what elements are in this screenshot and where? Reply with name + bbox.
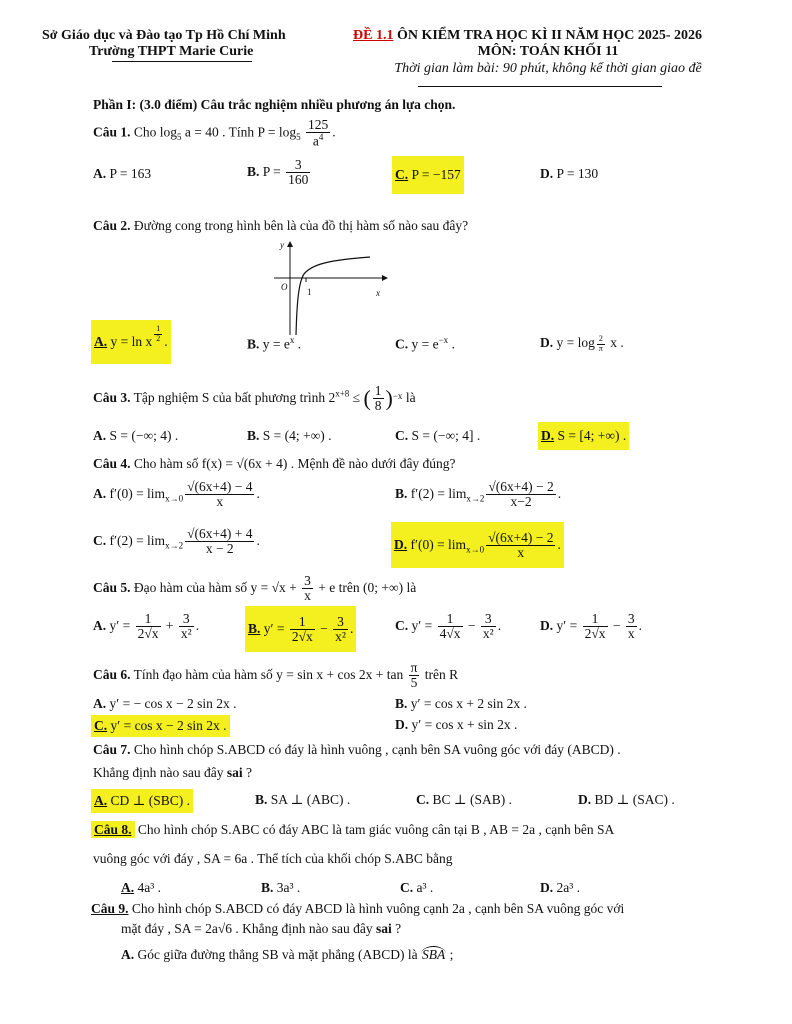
q3-b-value: S = (4; +∞) . [259,428,332,443]
q5-c-f2d: x² [482,626,494,642]
q8-stem-line2 [93,851,452,867]
q3-c-value: S = (−∞; 4] . [408,428,481,443]
q3-d-label: D. [541,428,555,443]
q8-option-a[interactable] [121,880,161,896]
q4-c-label: C. [93,532,107,548]
q3-option-b[interactable] [247,428,332,444]
q1-b-label: B. [247,163,260,179]
q7-c-value: BC ⊥ (SAB) . [429,792,512,807]
q5-a-f1d: 2√x [137,626,159,642]
q6-label: Câu 6. [93,666,131,682]
q4-c-den: x − 2 [205,541,234,557]
q7-b-value: SA ⊥ (ABC) . [267,792,351,807]
q4-d-num: √(6x+4) − 2 [488,530,554,546]
q9-text1: Cho hình chóp S.ABCD có đáy ABCD là hình vuông cạnh 2a , cạnh bên SA vuông góc với [128,901,625,916]
header-subject: MÔN: TOÁN KHỐI 11 [477,44,619,59]
q5-option-d[interactable]: D. y′ = $\frac{1}{2√x}$ − $\frac{3}{x}$ . [540,611,642,642]
q2-a-value: y = ln x [107,334,153,349]
q6-text1: Tính đạo hàm của hàm số y = sin x + cos 2x + tan [130,666,407,682]
q3-text3: là [402,389,416,405]
q4-d-den: x [517,545,525,561]
q8-d-label: D. [540,880,554,895]
q8-text1: Cho hình chóp S.ABC có đáy ABC là tam giác vuông cân tại B , AB = 2a , cạnh bên SA [134,822,615,837]
q6-b-value: y′ = cos x + 2 sin 2x . [407,696,527,711]
q4-option-d[interactable]: D. $f'(0) = \lim_{x\to 0}$ $\frac{√(6x+4) - 2}{x}$ . [391,522,564,568]
q5-label: Câu 5. [93,579,131,595]
q9-label: Câu 9. [91,901,129,916]
q2-graph [270,238,390,338]
q1-text1: Cho log [130,124,178,140]
q4-d-sub: x→0 [466,544,485,555]
q5-den: x [304,588,311,604]
q2-graph-y: y [280,240,284,250]
q5-b-f1n: 1 [290,615,315,630]
q4-c-lhs: f′(2) = lim [106,532,166,548]
q4-b-num: √(6x+4) − 2 [488,479,554,494]
header-time-underline [418,86,662,87]
header-time: Thời gian làm bài: 90 phút, không kể thời gian giao đề [394,61,702,76]
q6-option-c[interactable] [91,715,230,737]
q6-a-label: A. [93,696,107,711]
q5-a-f1n: 1 [136,612,161,627]
q1-option-d[interactable] [540,166,598,182]
q7-text2: Khẳng định nào sau đây [93,765,227,780]
q8-option-d[interactable] [540,880,580,896]
q8-stem-line1 [91,822,614,838]
q5-option-b[interactable]: B. y′ = $\frac{1}{2√x}$ − $\frac{3}{\text{x²}}$ . [245,606,356,652]
q2-label: Câu 2. [93,218,131,233]
q1-option-b[interactable] [247,158,312,187]
q4-a-label: A. [93,485,107,501]
q4-option-b[interactable]: B. $f'(2) = \lim_{x\to 2}$ $\frac{√(6x+4) - 2}{x-2}$ . [395,479,562,510]
q2-stem [93,218,468,234]
q2-d-base-den: π [598,343,603,353]
q3-a-label: A. [93,428,107,443]
q3-a-value: S = (−∞; 4) . [106,428,179,443]
q1-b-num: 3 [286,158,310,173]
q7-option-b[interactable] [255,792,350,808]
q5-b-f2d: x² [335,629,346,645]
q6-option-a[interactable] [93,696,237,712]
q2-d-label: D. [540,335,554,350]
q8-text2: vuông góc với đáy , SA = 6a . Thể tích của khối chóp S.ABC bằng [93,851,453,866]
header-dept: Sở Giáo dục và Đào tạo Tp Hồ Chí Minh [42,28,286,43]
q3-c-label: C. [395,428,409,443]
q7-option-a[interactable] [91,789,193,813]
q8-a-label: A. [121,880,135,895]
q5-b-op: − [316,621,332,636]
q4-option-a[interactable]: A. $f'(0) = \lim_{x\to 0}$ $\frac{√(6x+4) - 4}{x}$ . [93,479,260,510]
q1-den: a [312,133,319,149]
q8-c-value: a³ . [413,880,434,895]
q4-a-sub: x→0 [165,493,184,504]
q4-stem [93,456,456,472]
q9-a-angle: SBA [421,947,446,962]
q5-b-f1d: 2√x [291,629,313,645]
q5-c-op: − [464,617,479,633]
q2-text: Đường cong trong hình bên là của đồ thị hàm số nào sau đây? [130,218,469,233]
q3-num: 1 [374,383,382,398]
q7-option-d[interactable] [578,792,675,808]
q6-stem [93,661,458,690]
q5-c-f1d: 4√x [439,626,461,642]
header-title-line [353,28,702,44]
q2-d-base-num: 2 [597,335,605,344]
q3-stem: Câu 3. Tập nghiệm S của bất phương trình $2^{x+8}$ ≤ ( $\frac{1}{8}$ )$^{-x}$ là [93,383,416,414]
q2-option-b[interactable]: B. $y = e^x$ . [247,335,302,352]
q6-option-d[interactable] [395,717,517,733]
q2-b-label: B. [247,336,260,352]
q1-c-label: C. [395,167,409,182]
q2-option-d[interactable] [540,335,624,353]
q9-a-tail: ; [446,947,454,962]
q5-text2: + e trên (0; +∞) là [314,579,417,595]
q4-label: Câu 4. [93,456,131,471]
q1-text2: a = 40 . Tính P = log [181,124,297,140]
q9-text3: ? [391,921,402,936]
q4-b-sub: x→2 [466,493,485,504]
q3-b-label: B. [247,428,260,443]
q5-stem [93,574,416,603]
q2-c-label: C. [395,336,409,352]
exam-code: ĐỀ 1.1 [353,28,394,43]
exam-title: ÔN KIỂM TRA HỌC KÌ II NĂM HỌC 2025- 2026 [393,28,702,43]
q8-a-value: 4a³ . [134,880,162,895]
q9-stem-line1 [91,901,624,917]
q1-num: 125 [308,117,329,132]
q7-d-value: BD ⊥ (SAC) . [591,792,675,807]
q3-exp2: −x [392,390,403,401]
q1-a-label: A. [93,166,107,181]
q5-c-f1n: 1 [438,612,463,627]
q5-d-op: − [609,617,624,633]
q2-d-tail: x . [606,335,624,350]
q3-text1: Tập nghiệm S của bất phương trình 2 [130,389,336,405]
q5-d-f2n: 3 [627,611,635,626]
q5-c-value: y′ = [408,617,436,633]
q6-option-b[interactable] [395,696,527,712]
q8-b-value: 3a³ . [273,880,301,895]
q1-a-value: P = 163 [106,166,152,181]
q4-b-lhs: f′(2) = lim [407,485,467,501]
q8-d-value: 2a³ . [553,880,581,895]
q1-b-den: 160 [288,172,309,188]
q6-den: 5 [410,675,418,691]
q5-c-label: C. [395,617,409,633]
q6-d-value: y′ = cos x + sin 2x . [408,717,518,732]
q5-d-value: y′ = [553,617,581,633]
q4-c-num: √(6x+4) + 4 [187,526,253,541]
part1-title: Phần I: (3.0 điểm) Câu trắc nghiệm nhiều phương án lựa chọn. [93,97,456,112]
q1-d-label: D. [540,166,554,181]
header-school: Trường THPT Marie Curie [89,44,254,59]
q5-num: 3 [304,573,311,588]
q6-text2: trên R [421,666,459,682]
q2-option-c[interactable]: C. $y = e^{-x}$ . [395,335,455,352]
q6-a-value: y′ = − cos x − 2 sin 2x . [106,696,237,711]
q7-label: Câu 7. [93,742,131,757]
q2-c-value: y = e [408,336,439,352]
q7-text1: Cho hình chóp S.ABCD có đáy là hình vuông , cạnh bên SA vuông góc với đáy (ABCD) . [130,742,621,757]
q5-a-op: + [162,617,177,633]
q5-b-value: y′ = [260,621,288,636]
q4-d-label: D. [394,537,408,552]
q5-option-c[interactable]: C. y′ = $\frac{1}{4√x}$ − $\frac{3}{\text{x²}}$ . [395,611,502,642]
q8-b-label: B. [261,880,274,895]
q4-d-lhs: f′(0) = lim [407,537,467,552]
q4-b-den: x−2 [510,494,532,510]
q4-b-label: B. [395,485,408,501]
q2-graph-x: x [376,288,380,298]
q3-d-value: S = [4; +∞) . [554,428,627,443]
q4-option-c[interactable]: C. $f'(2) = \lim_{x\to 2}$ $\frac{√(6x+4) + 4}{x - 2}$ . [93,526,260,557]
q2-graph-o: O [281,282,288,292]
q4-a-lhs: f′(0) = lim [106,485,166,501]
q9-text2: mặt đáy , SA = 2a√6 . Khẳng định nào sau đây [121,921,376,936]
q5-b-f2n: 3 [333,615,348,630]
q2-graph-one: 1 [307,287,312,297]
q5-a-f2d: x² [180,626,192,642]
q3-option-c[interactable] [395,428,480,444]
q6-b-label: B. [395,696,408,711]
q7-d-label: D. [578,792,592,807]
q8-label: Câu 8. [91,821,135,838]
q5-option-a[interactable]: A. y′ = $\frac{1}{2√x}$ + $\frac{3}{\text{x²}}$ . [93,611,200,642]
q3-option-a[interactable] [93,428,178,444]
q7-c-label: C. [416,792,430,807]
q6-c-value: y′ = cos x − 2 sin 2x . [107,718,227,733]
q1-label: Câu 1. [93,124,131,140]
q5-c-f2n: 3 [481,612,496,627]
q2-d-value: y = log [553,335,595,350]
q7-stem-line1 [93,742,621,758]
q9-stem-line2 [121,921,401,937]
q1-b-value: P = [259,163,285,179]
q5-d-f1n: 1 [583,612,608,627]
q5-text1: Đạo hàm của hàm số y = √x + [130,579,301,595]
q5-a-label: A. [93,617,107,633]
q5-d-f1d: 2√x [584,626,606,642]
q7-a-label: A. [94,793,108,808]
header-school-underline [112,61,252,62]
q7-option-c[interactable] [416,792,512,808]
q3-den: 8 [374,398,382,414]
q7-b-label: B. [255,792,268,807]
q4-a-num: √(6x+4) − 4 [187,479,253,494]
q5-d-f2d: x [627,626,635,642]
q8-option-c[interactable] [400,880,433,896]
q5-b-label: B. [248,621,261,636]
q6-c-label: C. [94,718,108,733]
q1-stem: Câu 1. Cho $\log_5 a = 40$ . Tính $P = \log_5$ $\frac{125}{a^4}$ . [93,117,336,149]
q1-c-value: P = −157 [408,167,461,182]
q8-option-b[interactable] [261,880,300,896]
q4-text: Cho hàm số f(x) = √(6x + 4) . Mệnh đề nào dưới đây đúng? [130,456,456,471]
q5-a-f2n: 3 [179,612,194,627]
q2-b-value: y = e [259,336,290,352]
q7-text3: ? [242,765,252,780]
q6-num: π [410,660,418,675]
q6-d-label: D. [395,717,409,732]
q9-a-value: Góc giữa đường thẳng SB và mặt phẳng (ABCD) là [134,947,421,962]
q3-text2: ≤ [349,389,364,405]
q9-sai: sai [375,921,392,936]
q9-option-a[interactable] [121,947,453,963]
q3-exp1: x+8 [335,388,350,399]
q1-d-value: P = 130 [553,166,599,181]
q3-label: Câu 3. [93,389,131,405]
q5-a-value: y′ = [106,617,134,633]
q1-option-a[interactable] [93,166,151,182]
q9-a-label: A. [121,947,135,962]
q3-option-d[interactable] [538,422,629,450]
q4-c-sub: x→2 [165,540,184,551]
q2-option-a[interactable]: A. y = ln x $\frac{1}{2}$ . [91,320,171,364]
q5-d-label: D. [540,617,554,633]
q4-a-den: x [216,494,224,510]
q7-a-value: CD ⊥ (SBC) . [107,793,190,808]
q8-c-label: C. [400,880,414,895]
q7-sai: sai [226,765,243,780]
q2-a-label: A. [94,334,108,349]
q1-option-c[interactable] [392,156,464,194]
q7-stem-line2 [93,765,252,781]
